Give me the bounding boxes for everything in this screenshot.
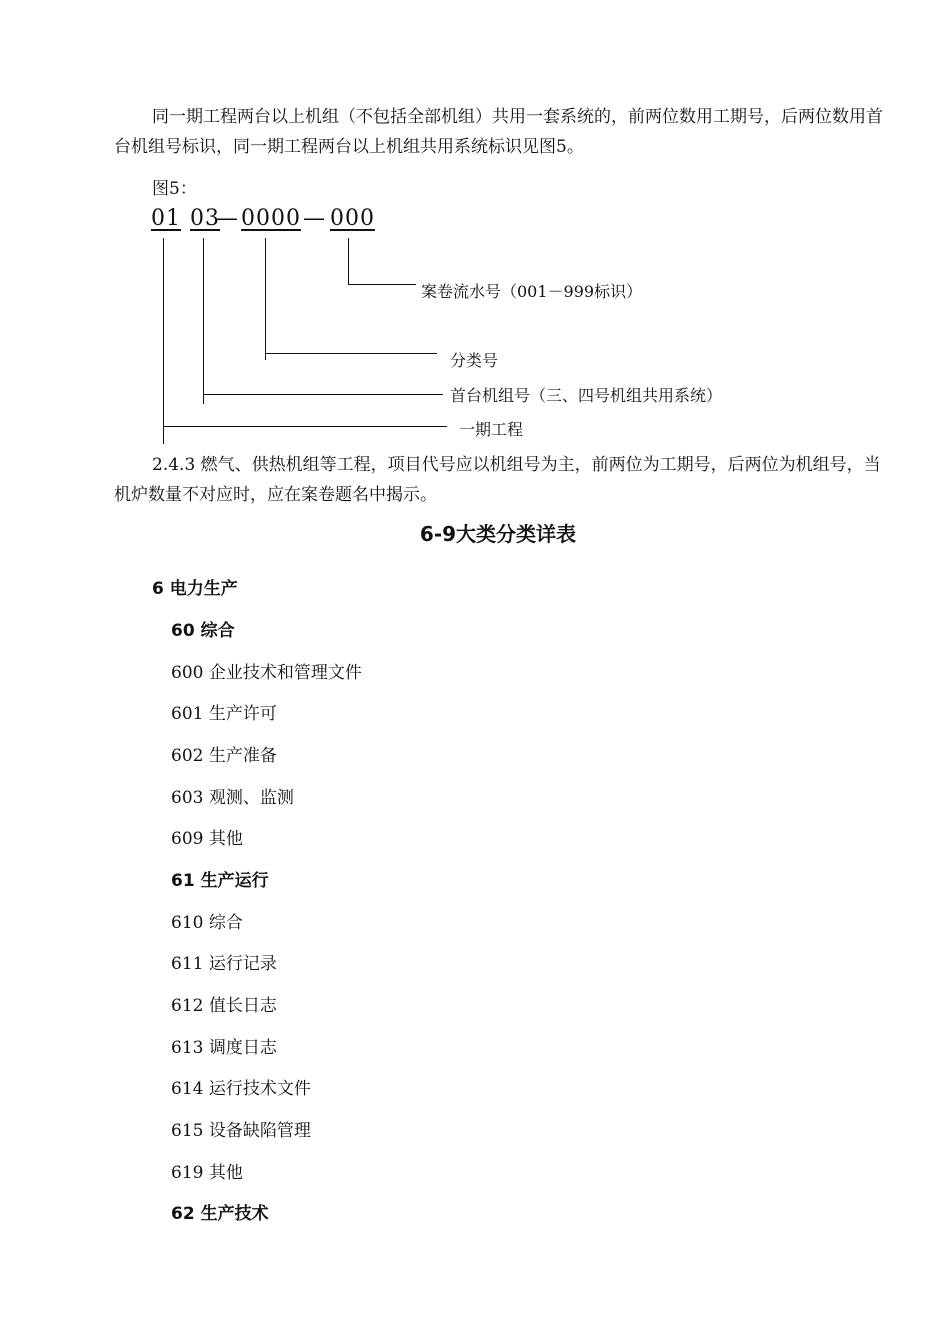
annotation-period: 一期工程 [459,420,524,439]
list-item: 609 其他 [171,829,243,849]
connector-line [163,238,164,444]
list-item: 61 生产运行 [171,871,269,891]
code-serial: 000 [330,206,375,231]
connector-line [348,284,416,285]
annotation-unit: 首台机组号（三、四号机组共用系统） [450,386,723,405]
figure-label: 图5： [152,179,197,199]
list-item: 600 企业技术和管理文件 [171,663,362,683]
list-item: 60 综合 [171,621,235,641]
list-item: 619 其他 [171,1163,243,1183]
list-item: 62 生产技术 [171,1204,269,1224]
connector-line [348,238,349,284]
paragraph-system-identification: 同一期工程两台以上机组（不包括全部机组）共用一套系统的，前两位数用工期号，后两位数用首台机组号标识，同一期工程两台以上机组共用系统标识见图5。 [114,107,883,157]
list-item: 611 运行记录 [171,954,277,974]
list-item: 603 观测、监测 [171,788,294,808]
annotation-serial: 案卷流水号（001－999标识） [421,282,643,301]
list-item: 613 调度日志 [171,1038,277,1058]
annotation-category: 分类号 [450,351,499,370]
connector-line [163,426,447,427]
list-item: 614 运行技术文件 [171,1079,311,1099]
connector-line [203,394,443,395]
connector-line [265,238,266,360]
connector-line [203,238,204,404]
list-item: 610 综合 [171,913,243,933]
code-unit: 03 [190,206,220,231]
code-dash: — [216,206,239,231]
list-item: 612 值长日志 [171,996,277,1016]
connector-line [265,353,437,354]
list-item: 615 设备缺陷管理 [171,1121,311,1141]
section-title: 6-9大类分类详表 [419,522,577,546]
list-item: 601 生产许可 [171,704,277,724]
code-dash: — [303,206,326,231]
list-item: 602 生产准备 [171,746,277,766]
list-item: 6 电力生产 [152,579,238,599]
code-category: 0000 [241,206,301,231]
code-period: 01 [151,206,181,231]
paragraph-gas-heating: 2.4.3 燃气、供热机组等工程，项目代号应以机组号为主，前两位为工期号，后两位为机组号，当机炉数量不对应时，应在案卷题名中揭示。 [114,455,881,505]
